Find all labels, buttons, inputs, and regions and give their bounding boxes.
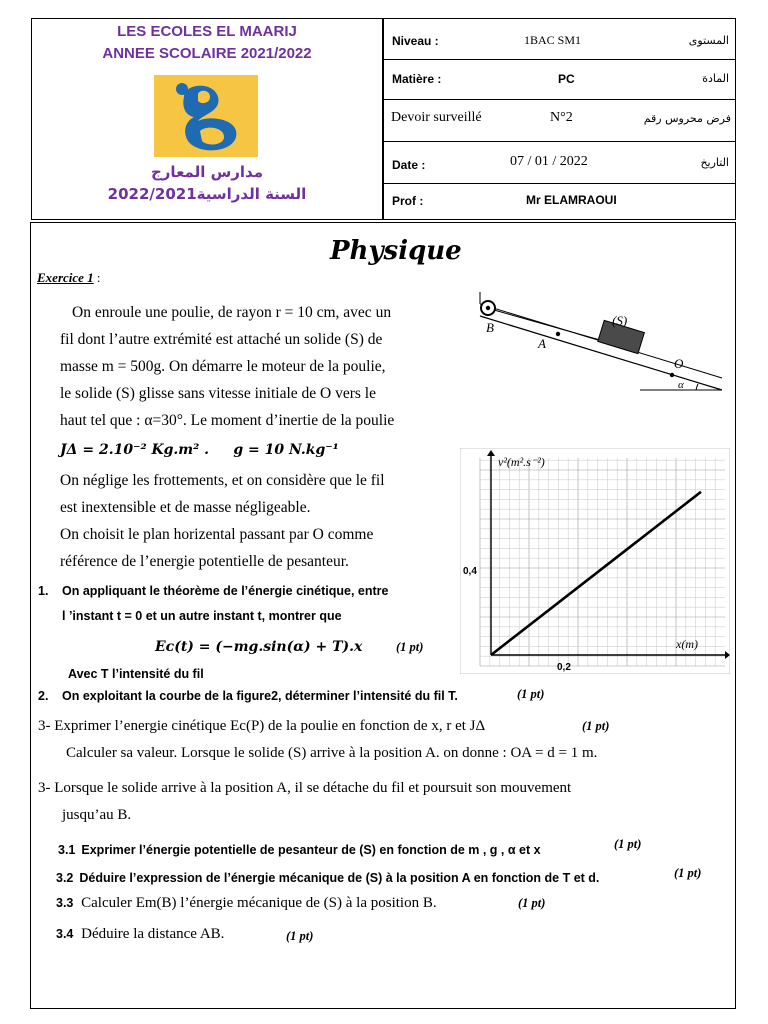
date-value: 07 / 01 / 2022 xyxy=(510,154,588,169)
row-matiere xyxy=(384,60,735,100)
intro-paragraph xyxy=(60,299,450,434)
school-name-ar: مدارس المعارج xyxy=(150,163,264,181)
label-O: O xyxy=(674,356,684,371)
sub-3-4-points: (1 pt) xyxy=(286,929,314,943)
para-line: référence de l’energie potentielle de pesanteur. xyxy=(60,553,349,570)
q1-points: (1 pt) xyxy=(396,640,424,654)
q3-points: (1 pt) xyxy=(582,719,610,733)
y-tick-label: 0,4 xyxy=(463,566,477,578)
figure-inclined-plane xyxy=(470,290,730,400)
q3-line2: Calculer sa valeur. Lorsque le solide (S) arrive à la position A. on donne : OA = d = 1 m. xyxy=(66,745,598,761)
sub-3-3-points: (1 pt) xyxy=(518,896,546,910)
school-logo xyxy=(154,75,258,157)
prof-value: Mr ELAMRAOUI xyxy=(526,193,617,207)
q1-line1: On appliquant le théorème de l’énergie cinétique, entre xyxy=(62,584,389,598)
intro-line: On enroule une poulie, de rayon r = 10 cm, avec un xyxy=(72,304,392,321)
sub-text: Calculer Em(B) l’énergie mécanique de (S) à la position B. xyxy=(81,895,437,911)
school-year-ar: السنة الدراسية2022/2021 xyxy=(107,185,307,203)
para-line: est inextensible et de masse négligeable. xyxy=(60,499,311,516)
matiere-value: PC xyxy=(558,72,575,86)
sub-num: 3.1 xyxy=(58,843,76,857)
q1-number: 1. xyxy=(38,584,49,598)
devoir-label-ar: فرض محروس رقم xyxy=(643,112,731,125)
niveau-label: Niveau : xyxy=(392,34,439,48)
school-year: ANNEE SCOLAIRE 2021/2022 xyxy=(102,45,312,62)
intro-line: fil dont l’autre extrémité est attaché un solide (S) de xyxy=(60,331,383,348)
devoir-label: Devoir surveillé xyxy=(391,110,482,125)
exercise-colon: : xyxy=(93,270,101,285)
sub-question-3-1 xyxy=(58,841,541,859)
q4-line1: 3- Lorsque le solide arrive à la position A, il se détache du fil et poursuit son mouvement xyxy=(38,780,572,796)
q4-line2: jusqu’au B. xyxy=(62,807,132,823)
sub-text: Déduire la distance AB. xyxy=(81,926,225,942)
q1-note: Avec T l’intensité du fil xyxy=(68,667,204,681)
exercise-label: Exercice 1 xyxy=(37,270,94,285)
label-A: A xyxy=(538,336,546,351)
date-label: Date : xyxy=(392,158,426,172)
sub-text: Déduire l’expression de l’énergie mécanique de (S) à la position A en fonction de T et d. xyxy=(79,871,600,885)
niveau-value: 1BAC SM1 xyxy=(524,33,582,47)
figure-chart xyxy=(460,448,730,674)
intro-line: masse m = 500g. On démarre le moteur de la poulie, xyxy=(60,358,386,375)
sub-num: 3.2 xyxy=(56,871,74,885)
sub-text: Exprimer l’énergie potentielle de pesanteur de (S) en fonction de m , g , α et x xyxy=(81,843,541,857)
intro-line: haut tel que : α=30°. Le moment d’inertie de la poulie xyxy=(60,412,395,429)
prof-label: Prof : xyxy=(392,194,424,208)
school-name: LES ECOLES EL MAARIJ xyxy=(117,23,297,40)
y-axis-label: v²(m².s⁻²) xyxy=(498,455,545,469)
header-school-box xyxy=(31,18,383,220)
header-info-box xyxy=(383,18,736,220)
q2-points: (1 pt) xyxy=(517,687,545,701)
niveau-label-ar: المستوى xyxy=(688,34,729,47)
sub-num: 3.4 xyxy=(56,927,74,941)
sub-3-2-points: (1 pt) xyxy=(674,866,702,880)
devoir-value: N°2 xyxy=(550,110,573,125)
sub-num: 3.3 xyxy=(56,896,74,910)
label-B: B xyxy=(486,320,494,335)
q1-formula: Eᴄ(t) = (−mg.sin(α) + T).x xyxy=(155,639,363,655)
matiere-label: Matière : xyxy=(392,72,442,86)
exercise-heading xyxy=(37,270,101,286)
q1-line2: l ’instant t = 0 et un autre instant t, montrer que xyxy=(62,609,342,623)
para-line: On néglige les frottements, et on considère que le fil xyxy=(60,472,385,489)
label-S: (S) xyxy=(612,313,628,328)
page-title: Physique xyxy=(330,236,462,266)
matiere-label-ar: المادة xyxy=(702,72,729,85)
row-devoir xyxy=(384,100,735,142)
row-prof xyxy=(384,184,735,219)
row-niveau xyxy=(384,19,735,60)
row-date xyxy=(384,142,735,184)
sub-question-3-2 xyxy=(56,869,599,887)
constants-line: JΔ = 2.10⁻² Kg.m² . g = 10 N.kg⁻¹ xyxy=(60,442,339,458)
label-alpha: α xyxy=(678,379,684,391)
x-tick-label: 0,2 xyxy=(557,662,571,673)
date-label-ar: التاريخ xyxy=(700,156,729,169)
sub-question-3-3 xyxy=(56,895,437,912)
q2-number: 2. xyxy=(38,689,49,703)
intro-line: le solide (S) glisse sans vitesse initiale de O vers le xyxy=(60,385,376,402)
q2-text: On exploitant la courbe de la figure2, déterminer l’intensité du fil T. xyxy=(62,689,458,703)
q3-line1: 3- Exprimer l’energie cinétique Ec(P) de la poulie en fonction de x, r et JΔ xyxy=(38,718,486,734)
sub-3-1-points: (1 pt) xyxy=(614,837,642,851)
hypotheses-paragraph xyxy=(60,467,450,575)
sub-question-3-4 xyxy=(56,926,224,943)
x-axis-label: x(m) xyxy=(676,637,698,651)
para-line: On choisit le plan horizental passant par O comme xyxy=(60,526,374,543)
